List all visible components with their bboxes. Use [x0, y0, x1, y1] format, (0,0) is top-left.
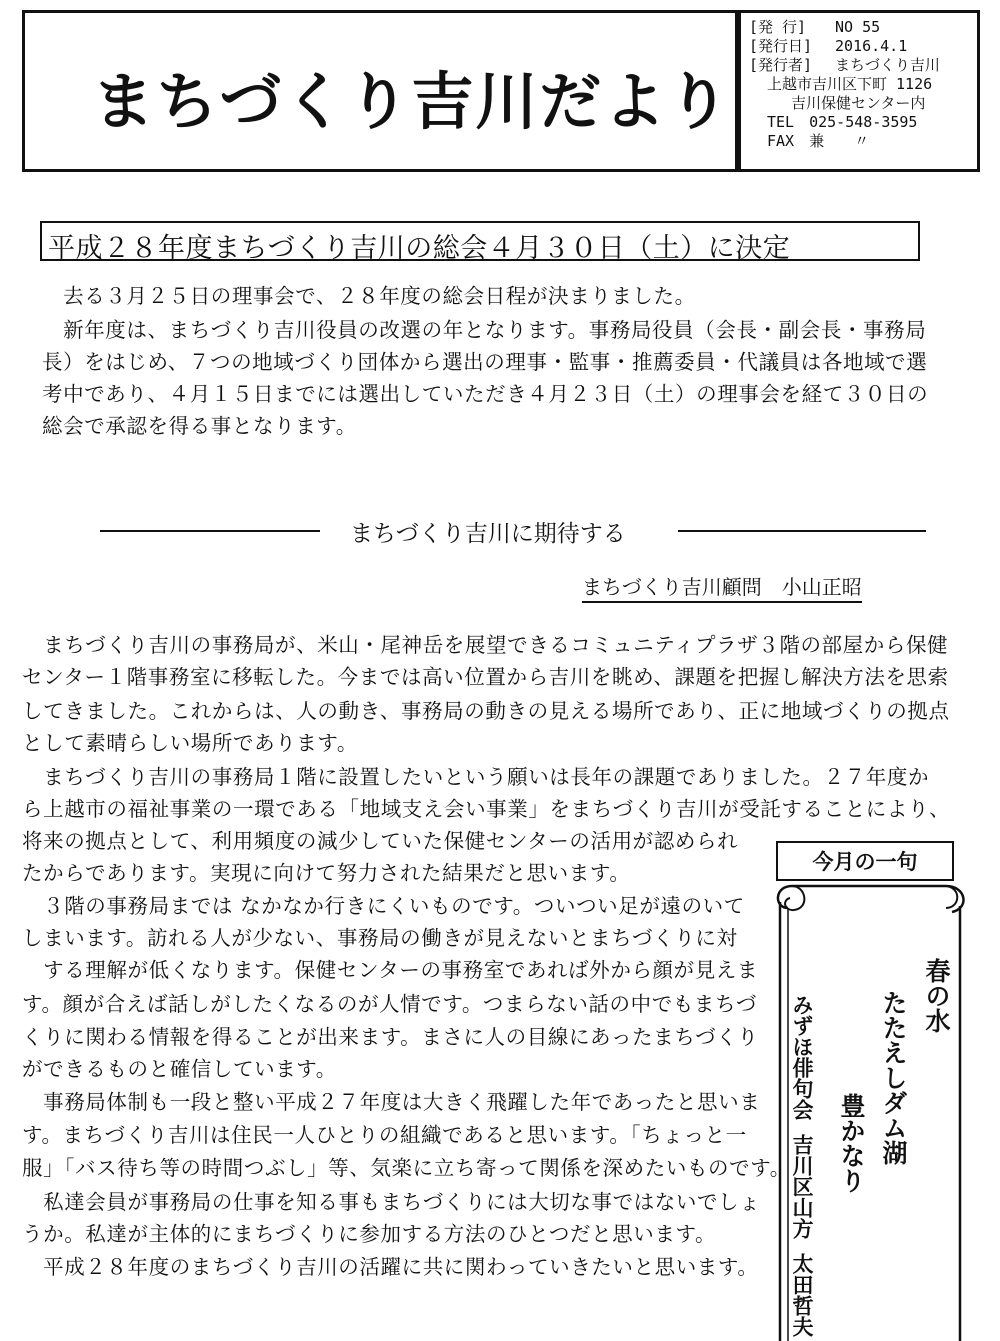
article-line: しまいます。訪れる人が少ない、事務局の働きが見えないとまちづくりに対: [22, 926, 738, 950]
notice-line: 去る３月２５日の理事会で、２８年度の総会日程が決まりました。: [42, 284, 696, 308]
issue-value: NO 55: [835, 18, 881, 36]
haiku-verse-2: たたえしダム湖: [879, 990, 908, 1165]
date-label: [発行日]: [749, 37, 813, 55]
date-value: 2016.4.1: [835, 37, 908, 55]
haiku-author-place: 吉川区山方: [790, 1134, 814, 1239]
article-line: として素晴らしい場所であります。: [22, 731, 358, 755]
article-line: うか。私達が主体的にまちづくりに参加する方法のひとつだと思います。: [22, 1222, 717, 1246]
publisher-value: まちづくり吉川: [835, 56, 940, 74]
article-line: す。まちづくり吉川は住民一人ひとりの組織であると思います。「ちょっと一: [22, 1123, 747, 1147]
article-title: まちづくり吉川に期待する: [350, 521, 626, 547]
publisher-row: [749, 56, 977, 75]
haiku-verse-1: 春の水: [922, 958, 951, 1033]
article-line: してきました。これからは、人の動き、事務局の動きの見える場所であり、正に地域づくりの拠点: [22, 699, 950, 723]
article-line: たからであります。実現に向けて努力された結果だと思います。: [22, 861, 631, 885]
haiku-author-name: 太田哲夫: [790, 1253, 814, 1337]
article-line: 服」「バス待ち等の時間つぶし」等、気楽に立ち寄って関係を深めたいものです。: [22, 1156, 791, 1180]
article-line: まちづくり吉川の事務局が、米山・尾神岳を展望できるコミュニティプラザ３階の部屋から保健: [22, 633, 949, 657]
article-author: まちづくり吉川顧問 小山正昭: [582, 571, 862, 603]
tel-line: TEL 025-548-3595: [767, 113, 918, 131]
notice-line: 考中であり、４月１５日までには選出していただき４月２３日（土）の理事会を経て３０日の: [42, 382, 929, 406]
article-line: くりに関わる情報を得ることが出来ます。まさに人の目線にあったまちづくり: [22, 1025, 759, 1049]
notice-line: 新年度は、まちづくり吉川役員の改選の年となります。事務局役員（会長・副会長・事務局: [42, 318, 927, 342]
article-line: ら上越市の福祉事業の一環である「地域支え会い事業」をまちづくり吉川が受託することにより、: [22, 797, 951, 821]
article-line: 平成２８年度のまちづくり吉川の活躍に共に関わっていきたいと思います。: [22, 1255, 759, 1279]
article-line: センター１階事務室に移転した。今までは高い位置から吉川を眺め、課題を把握し解決方法を思索: [22, 665, 949, 689]
address-line-1: 上越市吉川区下町 1126: [767, 75, 933, 93]
haiku-label: 今月の一句: [812, 850, 918, 874]
article-line: ができるものと確信しています。: [22, 1057, 337, 1081]
issue-row: [749, 18, 977, 37]
publication-info: [738, 10, 980, 172]
article-line: まちづくり吉川の事務局１階に設置したいという願いは長年の課題でありました。２７年度か: [22, 765, 930, 789]
haiku-verse-3: 豊かなり: [837, 1093, 866, 1193]
notice-line: 長）をはじめ、７つの地域づくり団体から選出の理事・監事・推薦委員・代議員は各地域で選: [42, 350, 928, 374]
article-line: する理解が低くなります。保健センターの事務室であれば外から顔が見えま: [22, 958, 759, 982]
newsletter-title: まちづくり吉川だより: [92, 65, 732, 138]
article-line: 事務局体制も一段と整い平成２７年度は大きく飛躍した年であったと思いま: [22, 1090, 761, 1114]
address-line-2: 吉川保健センター内: [791, 94, 926, 112]
article-line: ３階の事務局までは なかなか行きにくいものです。ついつい足が遠のいて: [22, 894, 745, 918]
date-row: [749, 37, 977, 56]
article-line: 将来の拠点として、利用頻度の減少していた保健センターの活用が認められ: [22, 829, 739, 853]
article-line: す。顔が合えば話しがしたくなるのが人情です。つまらない話の中でもまちづ: [22, 992, 758, 1016]
issue-label: [発 行]: [749, 18, 807, 36]
haiku-author-group: みずほ俳句会: [790, 994, 814, 1120]
headline: 平成２８年度まちづくり吉川の総会４月３０日（土）に決定: [48, 233, 791, 264]
title-dash-right: [678, 530, 926, 532]
article-line: 私達会員が事務局の仕事を知る事もまちづくりには大切な事ではないでしょ: [22, 1190, 761, 1214]
publisher-label: [発行者]: [749, 56, 813, 74]
fax-line: FAX 兼 〃: [767, 132, 870, 150]
notice-line: 総会で承認を得る事となります。: [42, 414, 357, 438]
title-dash-left: [100, 530, 320, 532]
